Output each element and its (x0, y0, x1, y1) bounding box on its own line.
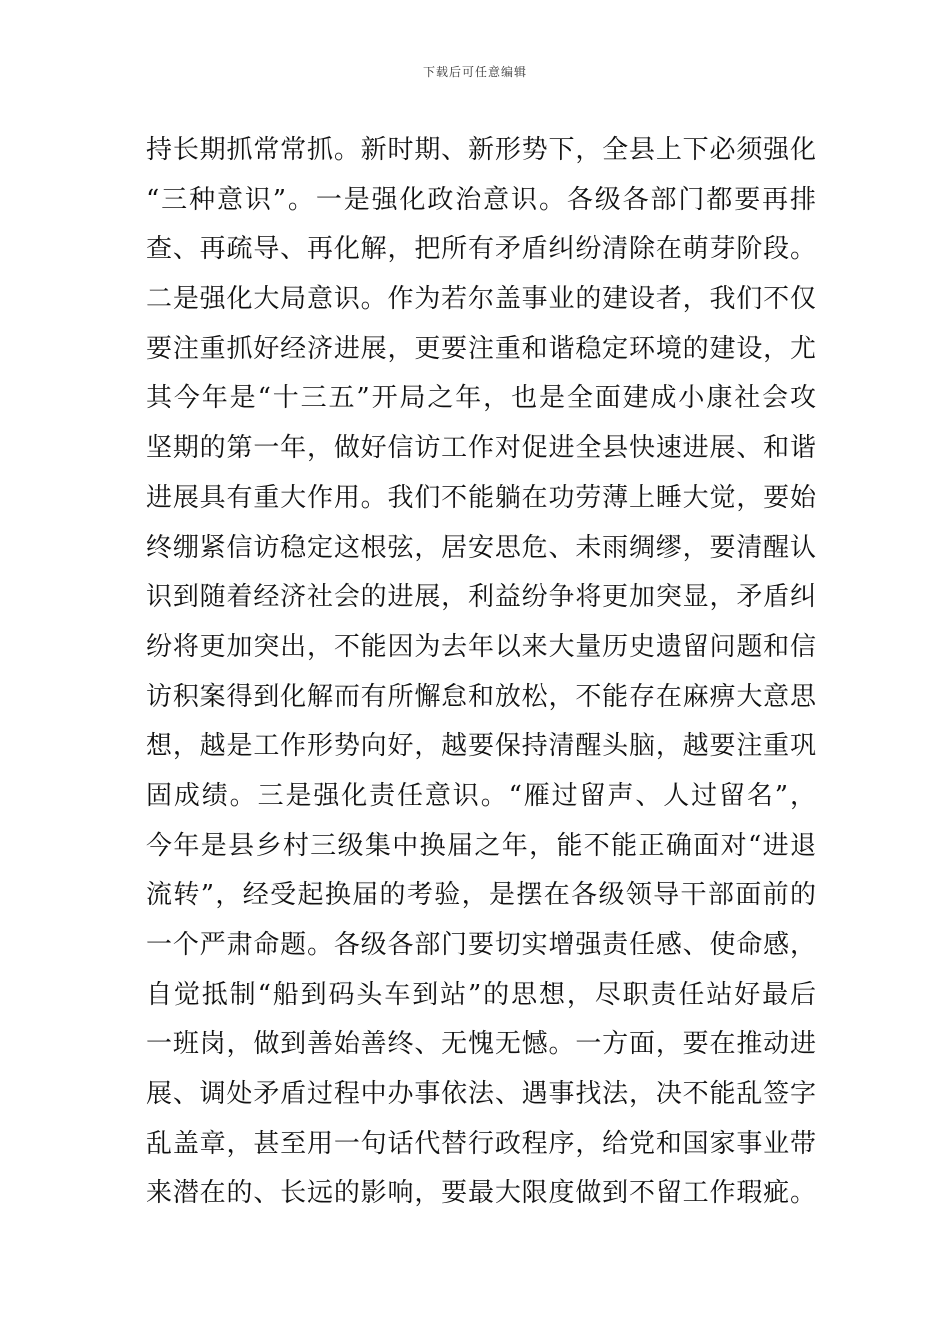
text-line: 一个严肃命题。各级各部门要切实增强责任感、使命感， (146, 930, 816, 960)
text-line: 持长期抓常常抓。新时期、新形势下，全县上下必须强化 (146, 135, 816, 165)
text-line: 坚期的第一年，做好信访工作对促进全县快速进展、和谐 (146, 433, 816, 464)
text-line: 流转”，经受起换届的考验，是摆在各级领导干部面前的 (146, 880, 816, 911)
text-line: 二是强化大局意识。作为若尔盖事业的建设者，我们不仅 (146, 284, 816, 315)
text-line: 今年是县乡村三级集中换届之年，能不能正确面对“进退 (146, 830, 816, 861)
text-line: 识到随着经济社会的进展，利益纷争将更加突显，矛盾纠 (146, 582, 816, 613)
text-line: 查、再疏导、再化解，把所有矛盾纠纷清除在萌芽阶段。 (146, 234, 816, 265)
text-line: “三种意识”。一是强化政治意识。各级各部门都要再排 (146, 184, 816, 215)
text-line: 自觉抵制“船到码头车到站”的思想，尽职责任站好最后 (146, 979, 816, 1010)
text-line: 访积案得到化解而有所懈怠和放松，不能存在麻痹大意思 (146, 681, 816, 712)
text-line: 其今年是“十三五”开局之年，也是全面建成小康社会攻 (146, 383, 816, 414)
text-line: 想，越是工作形势向好，越要保持清醒头脑，越要注重巩 (146, 731, 816, 762)
text-line: 要注重抓好经济进展，更要注重和谐稳定环境的建设，尤 (146, 333, 816, 364)
page-header-caption: 下载后可任意编辑 (422, 65, 527, 79)
text-line: 一班岗，做到善始善终、无愧无憾。一方面，要在推动进 (146, 1029, 816, 1060)
text-line: 展、调处矛盾过程中办事依法、遇事找法，决不能乱签字 (146, 1079, 816, 1110)
body-paragraph (146, 126, 816, 1219)
text-line: 乱盖章，甚至用一句话代替行政程序，给党和国家事业带 (146, 1128, 816, 1159)
text-line: 来潜在的、长远的影响，要最大限度做到不留工作瑕疵。 (146, 1178, 816, 1209)
text-line: 固成绩。三是强化责任意识。“雁过留声、人过留名”， (146, 780, 816, 811)
text-line: 进展具有重大作用。我们不能躺在功劳薄上睡大觉，要始 (146, 482, 816, 513)
text-line: 终绷紧信访稳定这根弦，居安思危、未雨绸缪，要清醒认 (146, 532, 816, 563)
text-line: 纷将更加突出，不能因为去年以来大量历史遗留问题和信 (146, 631, 816, 662)
